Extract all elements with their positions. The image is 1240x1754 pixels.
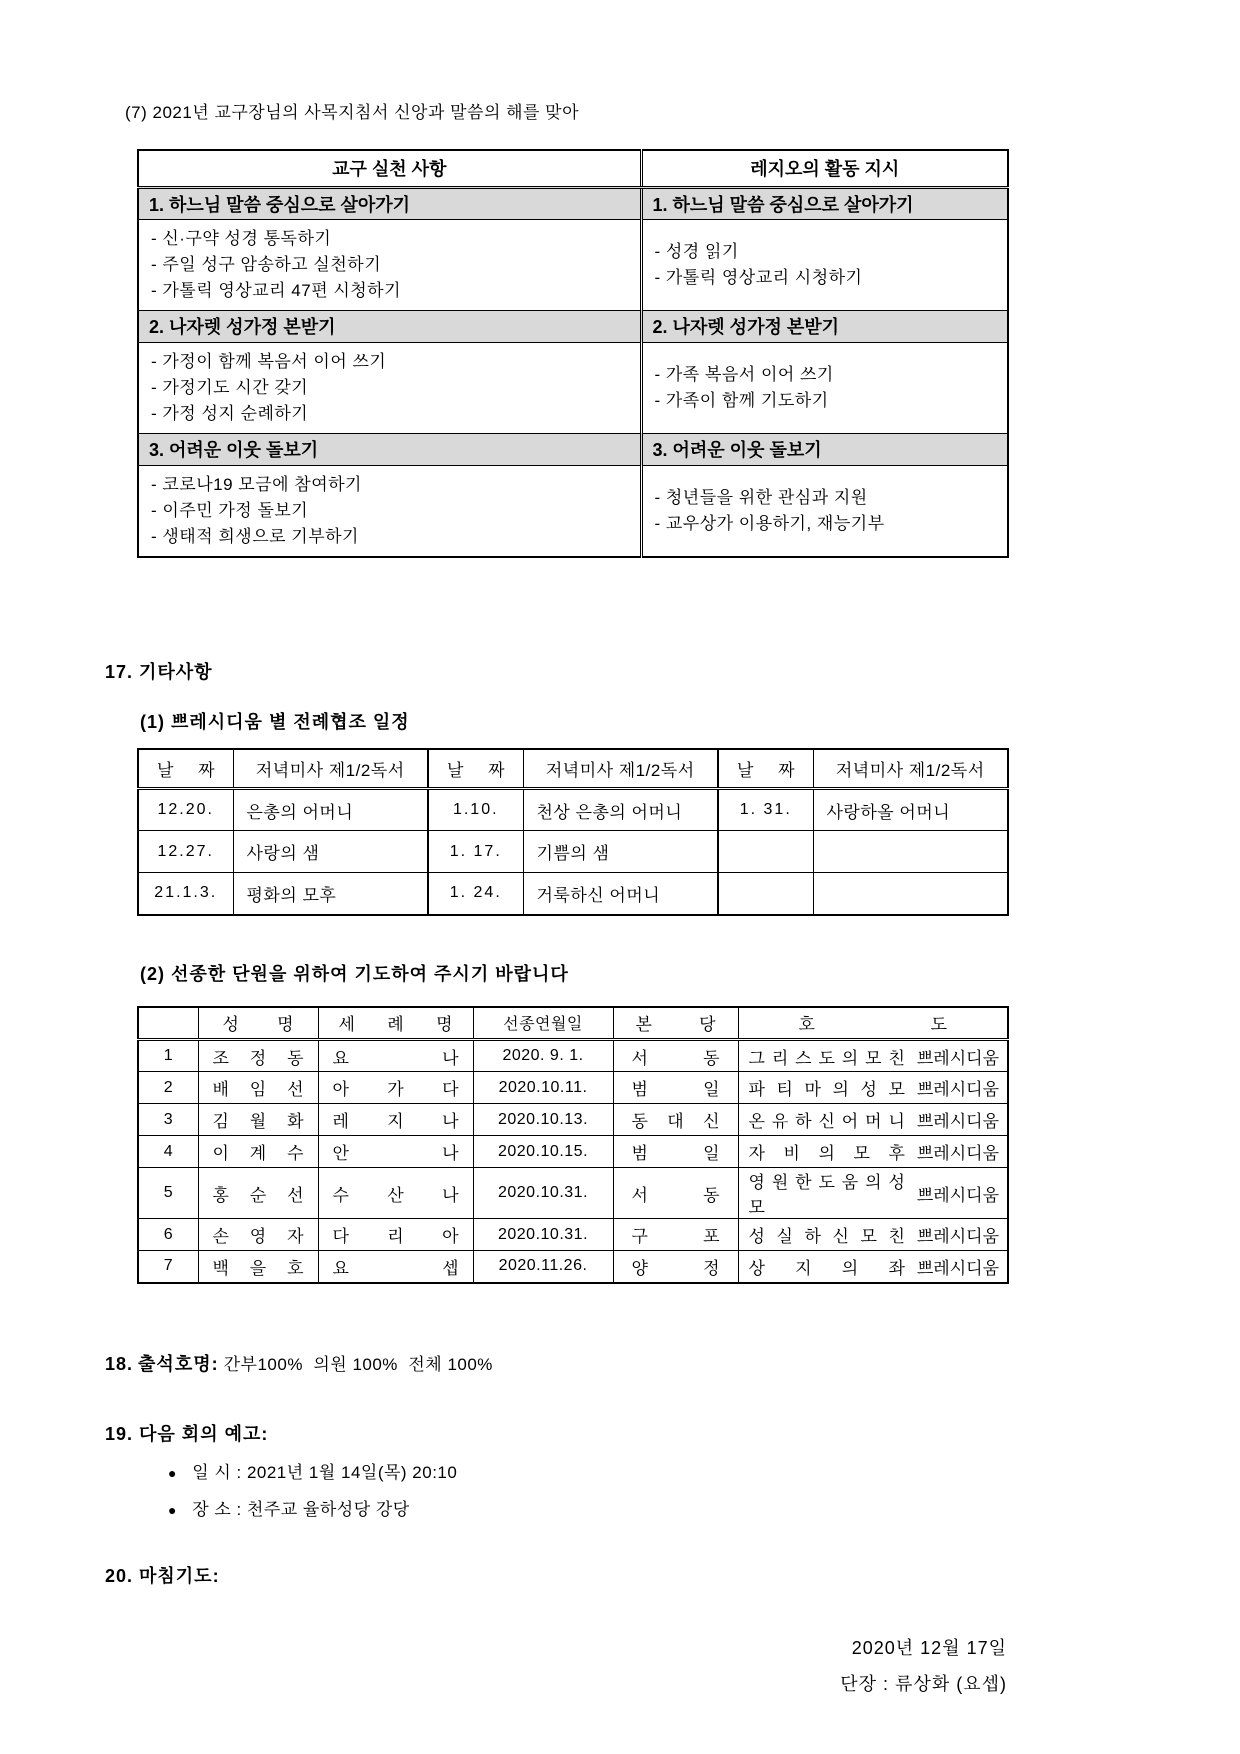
row-number: 7 (138, 1251, 198, 1283)
member-name: 이 계 수 (198, 1136, 318, 1168)
table-row (138, 1072, 1008, 1104)
section-number: 18. (105, 1353, 134, 1374)
baptismal-name: 레 지 나 (318, 1104, 473, 1136)
section-17-sub1-label: (1) 쁘레시디움 별 전례협조 일정 (140, 711, 410, 732)
schedule-date: 12.20. (138, 789, 233, 831)
schedule-reading (813, 831, 1008, 873)
table-cell (641, 219, 1008, 310)
attendance-label: 출석호명: (138, 1353, 219, 1374)
presidium-name: 자 비 의 모 후 쁘레시디움 (738, 1136, 1008, 1168)
column-header-baptismal: 세 례 명 (318, 1007, 473, 1040)
baptismal-name: 수 산 나 (318, 1168, 473, 1219)
table-row (138, 1136, 1008, 1168)
section-title: 2. 나자렛 성가정 본받기 (641, 310, 1008, 342)
schedule-reading: 사랑하올 어머니 (813, 789, 1008, 831)
list-item: - 주일 성구 암송하고 실천하기 (151, 254, 382, 274)
schedule-date: 1. 17. (428, 831, 523, 873)
presidium-name: 그 리 스 도 의 모 친 쁘레시디움 (738, 1040, 1008, 1072)
column-header-date: 날 짜 (718, 749, 813, 789)
table-row (138, 1040, 1008, 1072)
list-item: - 가톨릭 영상교리 47편 시청하기 (151, 280, 402, 300)
column-header-name: 성 명 (198, 1007, 318, 1040)
column-header-reading: 저녁미사 제1/2독서 (233, 749, 428, 789)
row-number: 2 (138, 1072, 198, 1104)
member-name: 백 을 호 (198, 1251, 318, 1283)
member-name: 손 영 자 (198, 1219, 318, 1251)
parish-name: 동 대 신 (613, 1104, 738, 1136)
attendance-value: 간부100% 의원 100% 전체 100% (223, 1354, 493, 1374)
table-row (138, 1104, 1008, 1136)
table-row (138, 789, 1008, 831)
next-meeting-place (168, 1495, 1240, 1520)
list-item: - 성경 읽기 (654, 241, 739, 261)
member-name: 김 월 화 (198, 1104, 318, 1136)
presidium-name: 상 지 의 좌 쁘레시디움 (738, 1251, 1008, 1283)
column-header-date: 날 짜 (428, 749, 523, 789)
table-cell (641, 465, 1008, 557)
column-header-presidium: 호 도 (738, 1007, 1008, 1040)
parish-name: 범 일 (613, 1136, 738, 1168)
section-content-row (138, 342, 1008, 433)
footer-signature: 단장 : 류상화 (요셉) (840, 1673, 1007, 1694)
row-number: 4 (138, 1136, 198, 1168)
section-bar-row (138, 433, 1008, 465)
list-item: - 생태적 희생으로 기부하기 (151, 526, 359, 546)
deceased-members-table (137, 1006, 1009, 1284)
footer-date: 2020년 12월 17일 (851, 1637, 1007, 1658)
schedule-date (718, 831, 813, 873)
section-18-attendance (105, 1350, 1240, 1376)
table-cell (641, 342, 1008, 433)
section-title: 1. 하느님 말씀 중심으로 살아가기 (138, 187, 641, 219)
death-date: 2020.10.13. (473, 1104, 613, 1136)
baptismal-name: 안 나 (318, 1136, 473, 1168)
death-date: 2020.10.11. (473, 1072, 613, 1104)
table-header-row (138, 1007, 1008, 1040)
column-header-no (138, 1007, 198, 1040)
table-header-row (138, 150, 1008, 187)
table-row (138, 831, 1008, 873)
document-footer (137, 1634, 1007, 1696)
parish-name: 서 동 (613, 1040, 738, 1072)
column-header-date: 날 짜 (138, 749, 233, 789)
parish-name: 구 포 (613, 1219, 738, 1251)
death-date: 2020.10.31. (473, 1168, 613, 1219)
section-content-row (138, 465, 1008, 557)
section-17-sub2-label: (2) 선종한 단원을 위하여 기도하여 주시기 바랍니다 (140, 963, 569, 984)
bullet-icon: ● (168, 1464, 177, 1481)
table-row (138, 1219, 1008, 1251)
section-title: 3. 어려운 이웃 돌보기 (641, 433, 1008, 465)
list-item: - 가톨릭 영상교리 시청하기 (654, 267, 863, 287)
list-item: - 청년들을 위한 관심과 지원 (654, 487, 868, 507)
section-19-next-meeting: 19. 다음 회의 예고: (105, 1423, 269, 1444)
schedule-date: 21.1.3. (138, 873, 233, 915)
section-title: 2. 나자렛 성가정 본받기 (138, 310, 641, 342)
table-row (138, 873, 1008, 915)
schedule-date: 1.10. (428, 789, 523, 831)
section-title: 3. 어려운 이웃 돌보기 (138, 433, 641, 465)
schedule-reading: 평화의 모후 (233, 873, 428, 915)
schedule-reading: 거룩하신 어머니 (523, 873, 718, 915)
death-date: 2020.10.15. (473, 1136, 613, 1168)
schedule-date: 1. 24. (428, 873, 523, 915)
column-header-reading: 저녁미사 제1/2독서 (523, 749, 718, 789)
section-title: 1. 하느님 말씀 중심으로 살아가기 (641, 187, 1008, 219)
column-header-legio: 레지오의 활동 지시 (641, 150, 1008, 187)
schedule-reading: 은총의 어머니 (233, 789, 428, 831)
parish-name: 양 정 (613, 1251, 738, 1283)
member-name: 홍 순 선 (198, 1168, 318, 1219)
section-content-row (138, 219, 1008, 310)
schedule-date: 12.27. (138, 831, 233, 873)
list-item: - 가정이 함께 복음서 이어 쓰기 (151, 351, 387, 371)
list-item: - 이주민 가정 돌보기 (151, 500, 309, 520)
table-header-row (138, 749, 1008, 789)
section-bar-row (138, 310, 1008, 342)
presidium-name: 온 유 하 신 어 머 니 쁘레시디움 (738, 1104, 1008, 1136)
column-header-parish: 본 당 (613, 1007, 738, 1040)
row-number: 5 (138, 1168, 198, 1219)
schedule-reading: 천상 은총의 어머니 (523, 789, 718, 831)
table-cell (138, 342, 641, 433)
section-bar-row (138, 187, 1008, 219)
list-item: - 코로나19 모금에 참여하기 (151, 474, 362, 494)
schedule-reading (813, 873, 1008, 915)
list-item: - 신·구약 성경 통독하기 (151, 228, 332, 248)
column-header-death-date: 선종연월일 (473, 1007, 613, 1040)
table-row (138, 1251, 1008, 1283)
column-header-diocese: 교구 실천 사항 (138, 150, 641, 187)
member-name: 조 정 동 (198, 1040, 318, 1072)
bullet-icon: ● (168, 1501, 177, 1518)
death-date: 2020. 9. 1. (473, 1040, 613, 1072)
heading-pastoral-guidelines: (7) 2021년 교구장님의 사목지침서 신앙과 말씀의 해를 맞아 (125, 103, 580, 122)
schedule-date (718, 873, 813, 915)
row-number: 3 (138, 1104, 198, 1136)
baptismal-name: 요 나 (318, 1040, 473, 1072)
presidium-name: 영 원 한 도 움 의 성 모 쁘레시디움 (738, 1168, 1008, 1219)
presidium-name: 성 실 하 신 모 친 쁘레시디움 (738, 1219, 1008, 1251)
baptismal-name: 아 가 다 (318, 1072, 473, 1104)
section-20-closing-prayer: 20. 마침기도: (105, 1565, 220, 1586)
next-meeting-place-text: 장 소 : 천주교 율하성당 강당 (192, 1499, 410, 1519)
list-item: - 교우상가 이용하기, 재능기부 (654, 513, 885, 533)
schedule-reading: 사랑의 샘 (233, 831, 428, 873)
column-header-reading: 저녁미사 제1/2독서 (813, 749, 1008, 789)
row-number: 6 (138, 1219, 198, 1251)
parish-name: 범 일 (613, 1072, 738, 1104)
row-number: 1 (138, 1040, 198, 1072)
member-name: 배 임 선 (198, 1072, 318, 1104)
schedule-date: 1. 31. (718, 789, 813, 831)
presidium-name: 파 티 마 의 성 모 쁘레시디움 (738, 1072, 1008, 1104)
death-date: 2020.10.31. (473, 1219, 613, 1251)
table-cell (138, 219, 641, 310)
schedule-reading: 기쁨의 샘 (523, 831, 718, 873)
table-row (138, 1168, 1008, 1219)
death-date: 2020.11.26. (473, 1251, 613, 1283)
baptismal-name: 다 리 아 (318, 1219, 473, 1251)
list-item: - 가정 성지 순례하기 (151, 403, 309, 423)
section-17-title: 17. 기타사항 (105, 661, 213, 682)
liturgy-schedule-table (137, 748, 1009, 916)
table-cell (138, 465, 641, 557)
next-meeting-datetime (168, 1458, 1240, 1483)
list-item: - 가정기도 시간 갖기 (151, 377, 309, 397)
next-meeting-datetime-text: 일 시 : 2021년 1월 14일(목) 20:10 (192, 1462, 458, 1482)
pastoral-practice-table (137, 149, 1009, 558)
parish-name: 서 동 (613, 1168, 738, 1219)
list-item: - 가족이 함께 기도하기 (654, 390, 829, 410)
list-item: - 가족 복음서 이어 쓰기 (654, 364, 834, 384)
baptismal-name: 요 셉 (318, 1251, 473, 1283)
